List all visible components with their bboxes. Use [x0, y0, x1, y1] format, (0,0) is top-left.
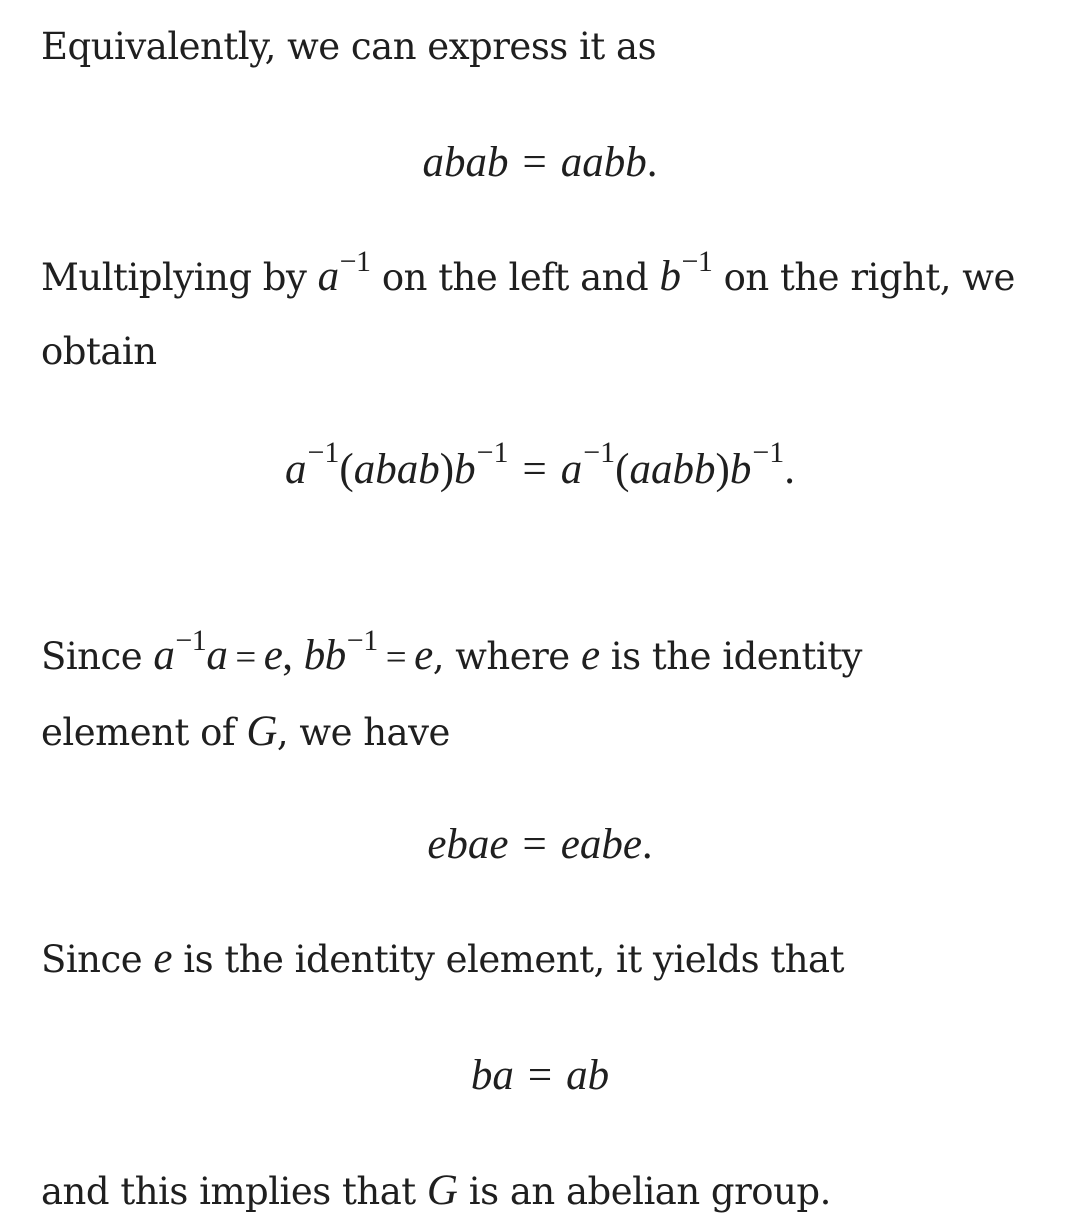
math-term: abab	[353, 446, 440, 493]
left-paren: (	[615, 446, 630, 493]
math-var-e: e	[414, 632, 433, 679]
paragraph-equivalently	[41, 10, 1041, 84]
equals-sign: =	[235, 637, 256, 678]
math-term: ab	[566, 1052, 610, 1099]
exponent-inverse: −1	[339, 244, 371, 278]
paragraph-text: element of	[41, 711, 247, 754]
math-term: aabb	[629, 446, 716, 493]
paragraph-multiplying	[41, 240, 1041, 389]
paragraph-text: , we have	[276, 711, 450, 754]
math-term: abab	[422, 139, 509, 186]
left-paren: (	[339, 446, 354, 493]
math-var-e: e	[153, 935, 172, 982]
paragraph-since-identity	[41, 619, 1041, 770]
right-paren: )	[439, 446, 455, 493]
equals-sign: =	[527, 1052, 553, 1099]
exponent-inverse: −1	[583, 435, 616, 469]
paragraph-text: and this implies that	[41, 1170, 427, 1213]
math-var-b: b	[729, 446, 752, 493]
period: .	[646, 139, 658, 186]
paragraph-text: on the left and	[370, 256, 660, 299]
paragraph-text: is an abelian group.	[457, 1170, 831, 1213]
paragraph-since-e	[41, 922, 1041, 997]
exponent-inverse: −1	[307, 435, 340, 469]
equation-abab-aabb	[0, 133, 1080, 193]
equation-multiplied	[0, 435, 1080, 500]
math-var-a: a	[317, 253, 339, 300]
paragraph-text: , where	[432, 635, 581, 678]
paragraph-conclusion	[41, 1154, 1041, 1229]
exponent-inverse: −1	[681, 244, 713, 278]
paragraph-text: Since	[41, 635, 154, 678]
math-term: bb	[303, 632, 346, 679]
math-var-e: e	[580, 632, 600, 679]
paragraph-text: Since	[41, 938, 154, 981]
exponent-inverse: −1	[476, 435, 509, 469]
equation-ba-ab	[0, 1046, 1080, 1106]
period: .	[784, 446, 795, 493]
equals-sign: =	[385, 637, 407, 678]
math-var-a: a	[206, 632, 228, 679]
math-term: ba	[470, 1052, 514, 1099]
math-var-b: b	[454, 446, 476, 493]
exponent-inverse: −1	[346, 623, 378, 657]
math-term: aabb	[560, 139, 647, 186]
exponent-inverse: −1	[752, 435, 785, 469]
math-var-a: a	[560, 446, 583, 493]
equals-sign: =	[522, 139, 547, 186]
equals-sign: =	[522, 821, 547, 868]
paragraph-text: is the identity element, it yields that	[171, 938, 844, 981]
math-term: ebae	[427, 821, 509, 868]
paragraph-text: on the right, we	[712, 256, 1015, 299]
paragraph-text: obtain	[41, 330, 157, 373]
paragraph-text: Multiplying by	[41, 256, 318, 299]
math-var-a: a	[284, 446, 307, 493]
math-var-G: G	[426, 1167, 458, 1214]
math-term: eabe	[560, 821, 642, 868]
period: .	[641, 821, 653, 868]
comma: ,	[282, 632, 293, 679]
equation-ebae-eabe	[0, 815, 1080, 875]
paragraph-text: Equivalently, we can express it as	[41, 25, 657, 68]
math-var-e: e	[263, 632, 283, 679]
equals-sign: =	[522, 446, 547, 493]
paragraph-text: is the identity	[599, 635, 862, 678]
math-var-a: a	[153, 632, 175, 679]
right-paren: )	[715, 446, 730, 493]
exponent-inverse: −1	[175, 623, 207, 657]
math-var-b: b	[659, 253, 681, 300]
math-var-G: G	[246, 708, 277, 755]
